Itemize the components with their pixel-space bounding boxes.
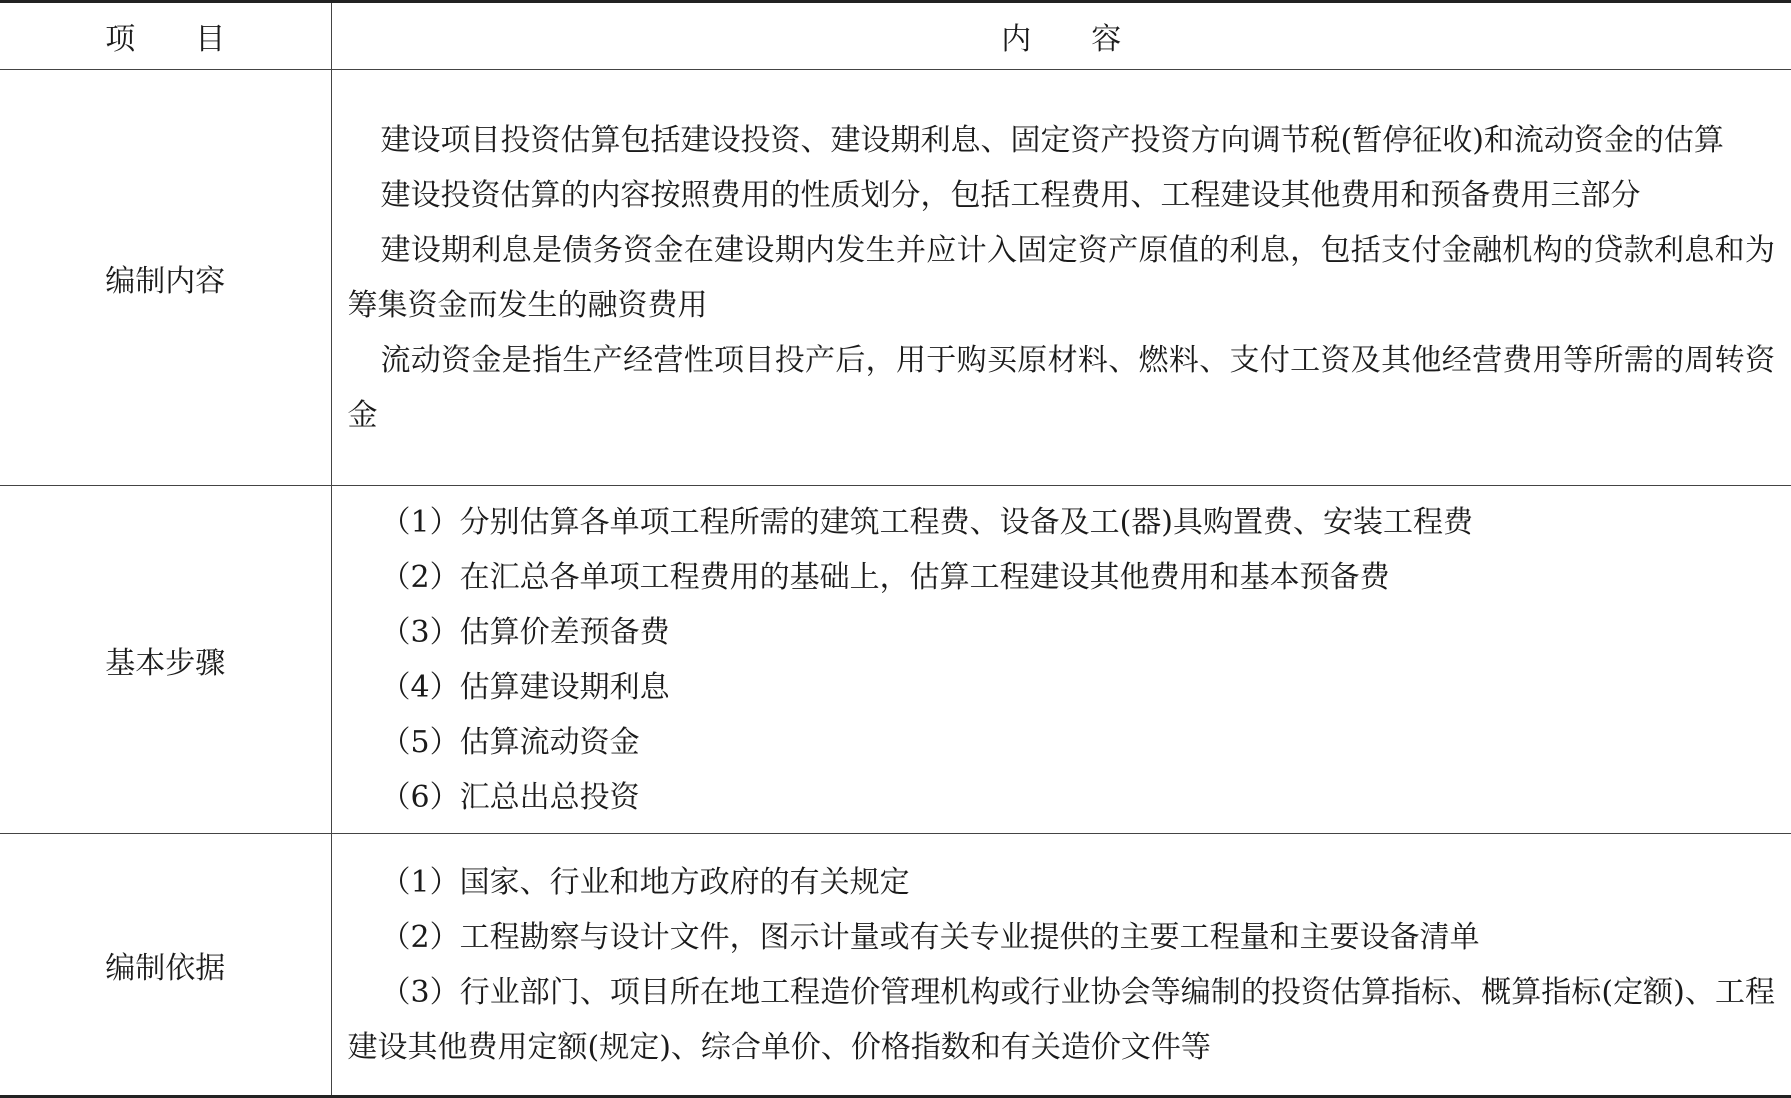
step-item: （1）国家、行业和地方政府的有关规定 — [380, 864, 910, 900]
row-item-label: 编制依据 — [0, 834, 331, 1097]
table-row — [0, 486, 1791, 834]
row-content-cell — [331, 834, 1791, 1097]
row-content-cell — [331, 70, 1791, 486]
row-content-cell — [331, 486, 1791, 834]
step-item: （3）估算价差预备费 — [380, 614, 670, 650]
content-paragraph: 建设项目投资估算包括建设投资、建设期利息、固定资产投资方向调节税(暂停征收)和流动资金的估算 — [380, 122, 1724, 158]
row-item-label: 编制内容 — [0, 70, 331, 486]
table-row — [0, 834, 1791, 1097]
header-content-label: 内 容 — [1001, 22, 1122, 57]
content-paragraph: 建设投资估算的内容按照费用的性质划分，包括工程费用、工程建设其他费用和预备费用三部分 — [380, 177, 1641, 213]
step-item: （1）分别估算各单项工程所需的建筑工程费、设备及工(器)具购置费、安装工程费 — [380, 504, 1473, 540]
table-header-row — [0, 2, 1791, 70]
step-item: （6）汇总出总投资 — [380, 779, 640, 815]
row-item-label: 基本步骤 — [0, 486, 331, 834]
step-item: （2）工程勘察与设计文件，图示计量或有关专业提供的主要工程量和主要设备清单 — [380, 919, 1480, 955]
header-item-label: 项 目 — [105, 22, 226, 57]
step-item: （3）行业部门、项目所在地工程造价管理机构或行业协会等编制的投资估算指标、概算指标(定额)、工程建设其他费用定额(规定)、综合单价、价格指数和有关造价文件等 — [347, 974, 1775, 1065]
content-paragraph: 流动资金是指生产经营性项目投产后，用于购买原材料、燃料、支付工资及其他经营费用等所需的周转资金 — [347, 342, 1775, 433]
step-item: （2）在汇总各单项工程费用的基础上，估算工程建设其他费用和基本预备费 — [380, 559, 1390, 595]
step-item: （5）估算流动资金 — [380, 724, 640, 760]
content-paragraph: 建设期利息是债务资金在建设期内发生并应计入固定资产原值的利息，包括支付金融机构的贷款利息和为筹集资金而发生的融资费用 — [347, 232, 1775, 323]
table-row — [0, 70, 1791, 486]
step-item: （4）估算建设期利息 — [380, 669, 670, 705]
header-content-cell — [331, 2, 1791, 70]
header-item-cell — [0, 2, 331, 70]
